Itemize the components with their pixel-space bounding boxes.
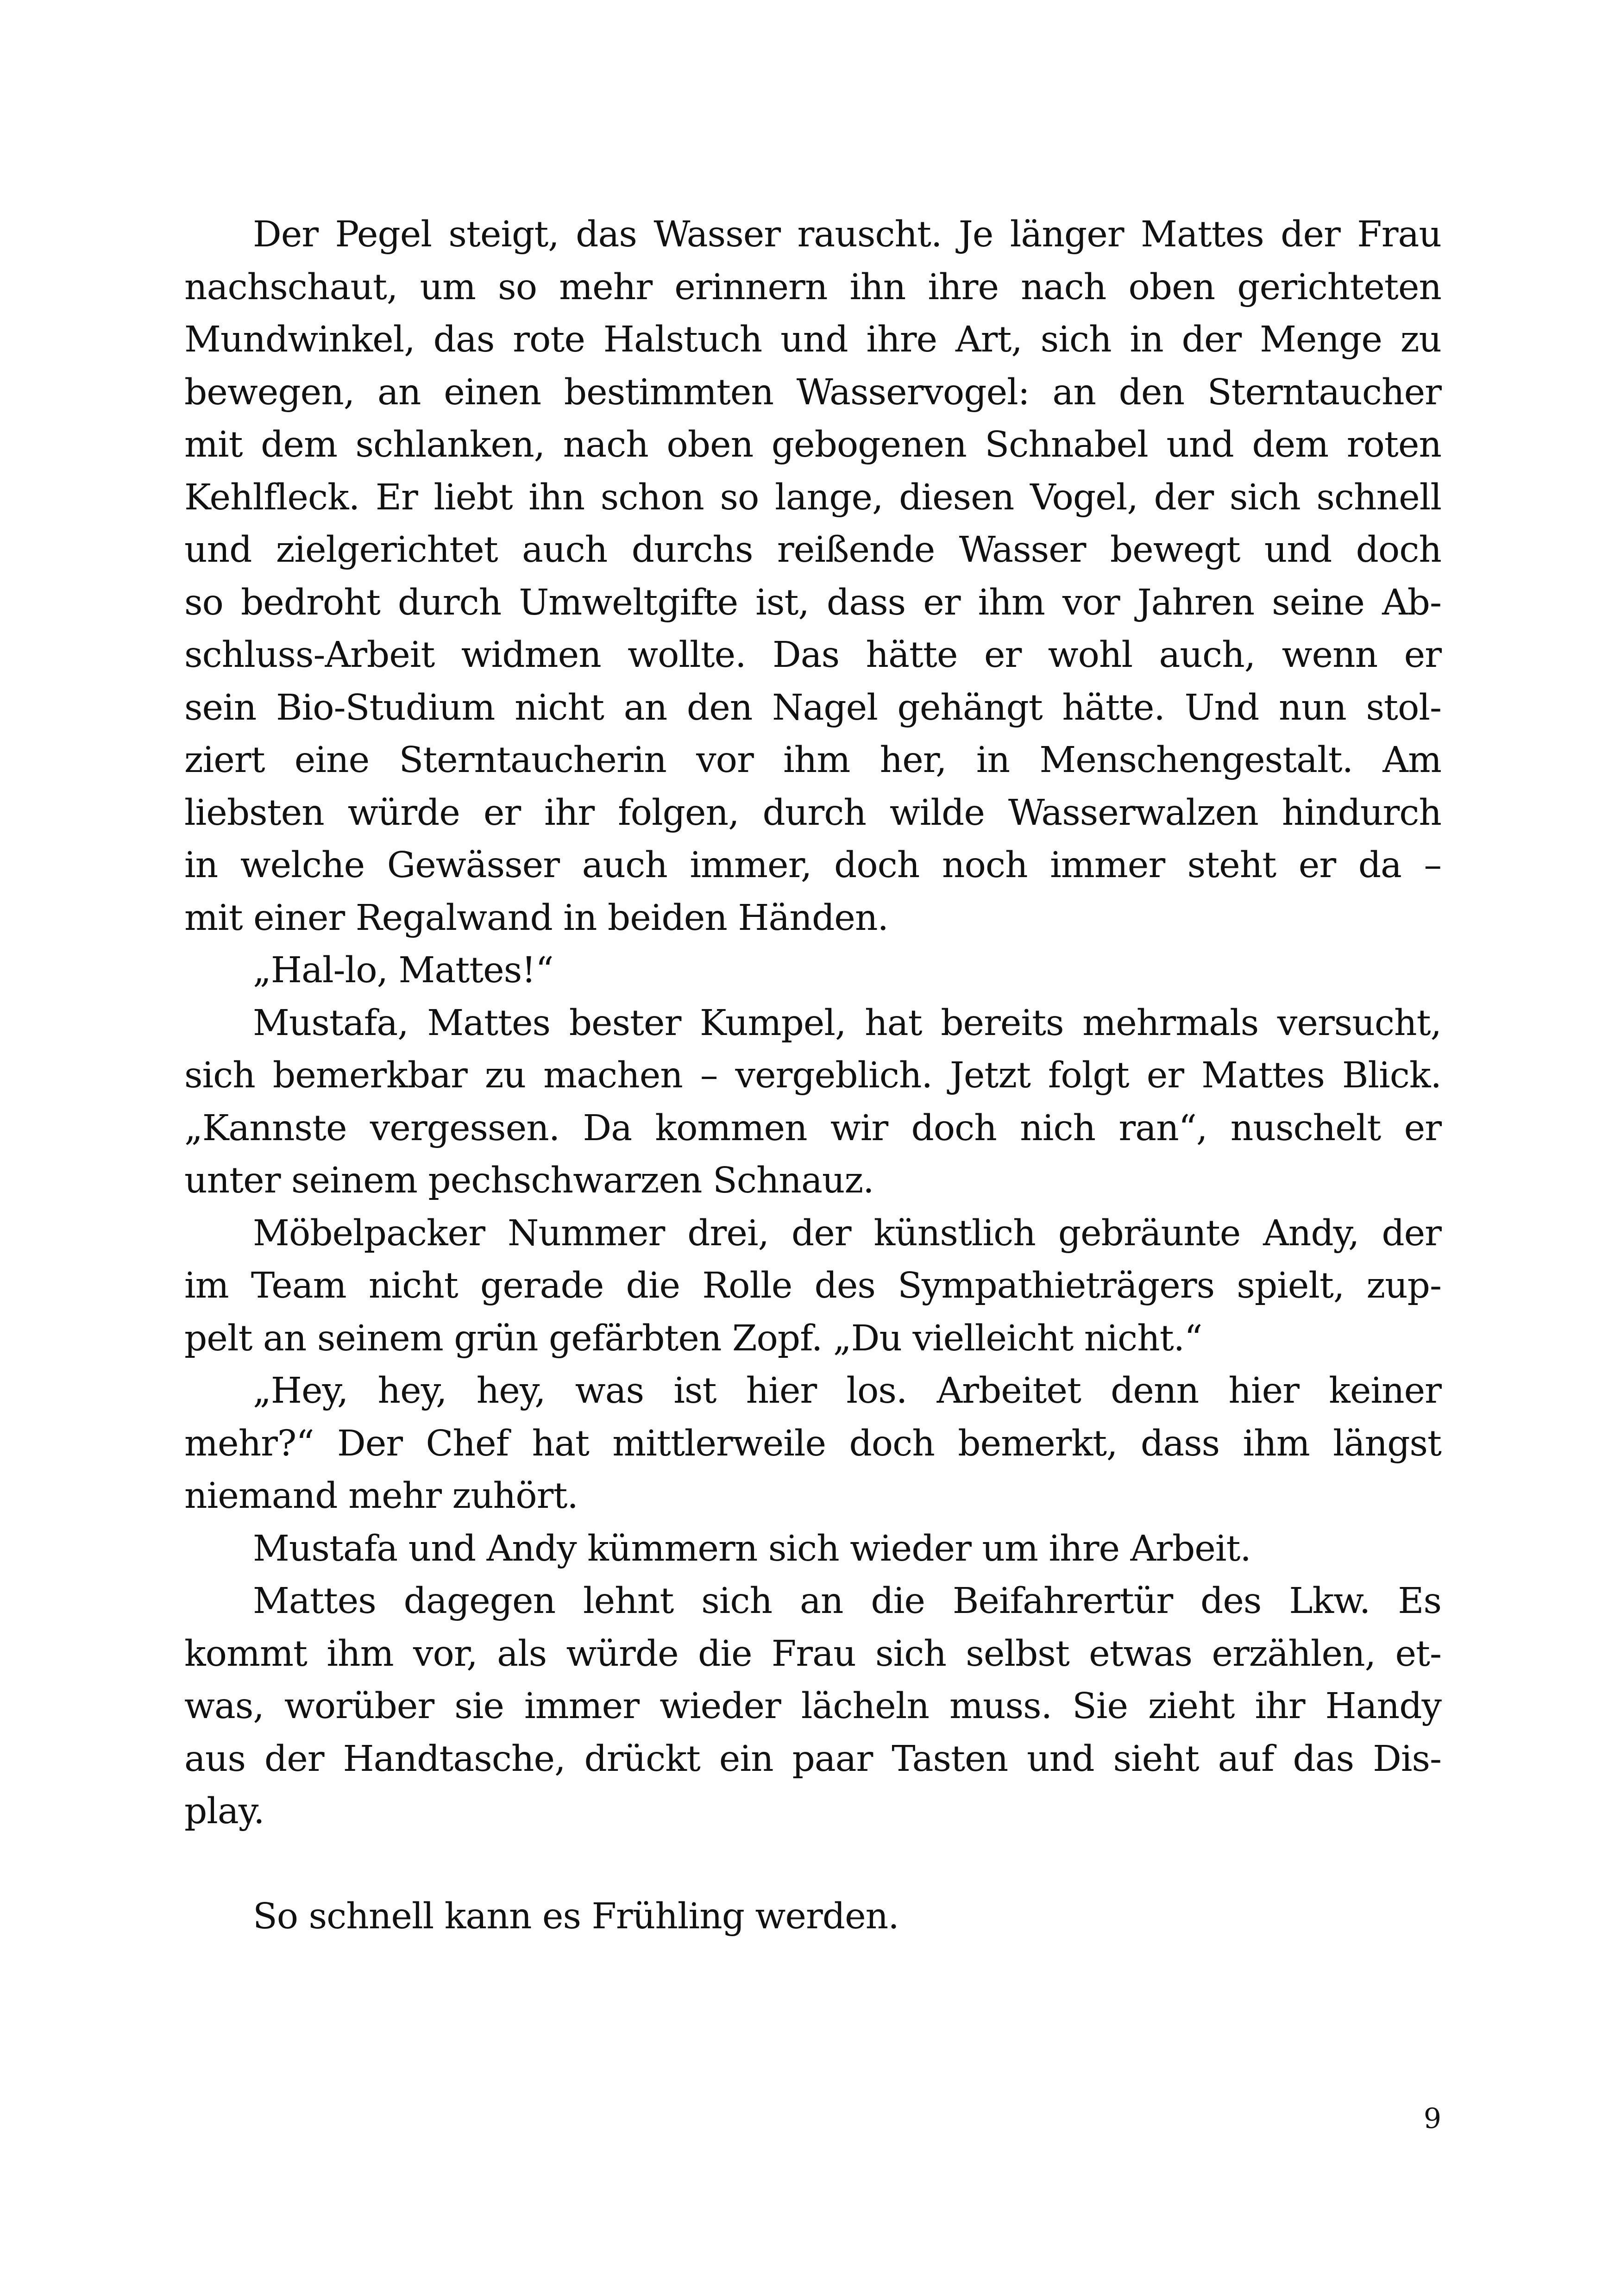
text-line: Kehlfleck. Er liebt ihn schon so lange, diesen Vogel, der sich schnell [184,477,1441,518]
text-line: Mustafa, Mattes bester Kumpel, hat bereits mehrmals versucht, [253,1002,1441,1044]
text-line: nachschaut, um so mehr erinnern ihn ihre nach oben gerichteten [184,266,1441,308]
text-line: So schnell kann es Frühling werden. [253,1896,899,1937]
text-line: „Hal-lo, Mattes!“ [253,950,553,991]
text-line: was, worüber sie immer wieder lächeln muss. Sie zieht ihr Handy [184,1686,1441,1727]
text-line: sich bemerkbar zu machen – vergeblich. Jetzt folgt er Mattes Blick. [184,1055,1441,1096]
text-line: „Hey, hey, hey, was ist hier los. Arbeitet denn hier keiner [253,1370,1441,1411]
text-line: niemand mehr zuhört. [184,1475,578,1517]
text-line: Möbelpacker Nummer drei, der künstlich gebräunte Andy, der [253,1212,1441,1254]
text-line: pelt an seinem grün gefärbten Zopf. „Du vielleicht nicht.“ [184,1317,1202,1359]
text-line: schluss-Arbeit widmen wollte. Das hätte er wohl auch, wenn er [184,634,1441,676]
text-line: Mattes dagegen lehnt sich an die Beifahrertür des Lkw. Es [253,1581,1441,1622]
text-line: mit einer Regalwand in beiden Händen. [184,897,888,939]
text-line: mit dem schlanken, nach oben gebogenen Schnabel und dem roten [184,424,1441,465]
text-line: Mundwinkel, das rote Halstuch und ihre Art, sich in der Menge zu [184,319,1441,360]
text-line: bewegen, an einen bestimmten Wasservogel: an den Sterntaucher [184,371,1441,413]
text-line: kommt ihm vor, als würde die Frau sich selbst etwas erzählen, et- [184,1633,1441,1675]
text-line: und zielgerichtet auch durchs reißende Wasser bewegt und doch [184,529,1441,571]
text-line: im Team nicht gerade die Rolle des Sympathieträgers spielt, zup- [184,1265,1441,1306]
body-text [184,208,1441,1943]
text-line: in welche Gewässer auch immer, doch noch immer steht er da – [184,845,1441,886]
text-line: so bedroht durch Umweltgifte ist, dass er ihm vor Jahren seine Ab- [184,582,1441,623]
text-line: liebsten würde er ihr folgen, durch wilde Wasserwalzen hindurch [184,792,1441,834]
text-line: play. [184,1791,264,1832]
page-number: 9 [1423,2102,1441,2135]
text-line: „Kannste vergessen. Da kommen wir doch nich ran“, nuschelt er [184,1107,1441,1149]
text-line: sein Bio-Studium nicht an den Nagel gehängt hätte. Und nun stol- [184,687,1441,728]
section-break [184,1838,1441,1891]
text-line: unter seinem pechschwarzen Schnauz. [184,1160,874,1201]
text-line: aus der Handtasche, drückt ein paar Tasten und sieht auf das Dis- [184,1738,1441,1780]
text-line: ziert eine Sterntaucherin vor ihm her, in Menschengestalt. Am [184,740,1441,781]
text-line: mehr?“ Der Chef hat mittlerweile doch bemerkt, dass ihm längst [184,1423,1441,1464]
text-line: Mustafa und Andy kümmern sich wieder um ihre Arbeit. [253,1528,1251,1569]
text-line: Der Pegel steigt, das Wasser rauscht. Je länger Mattes der Frau [253,214,1441,255]
